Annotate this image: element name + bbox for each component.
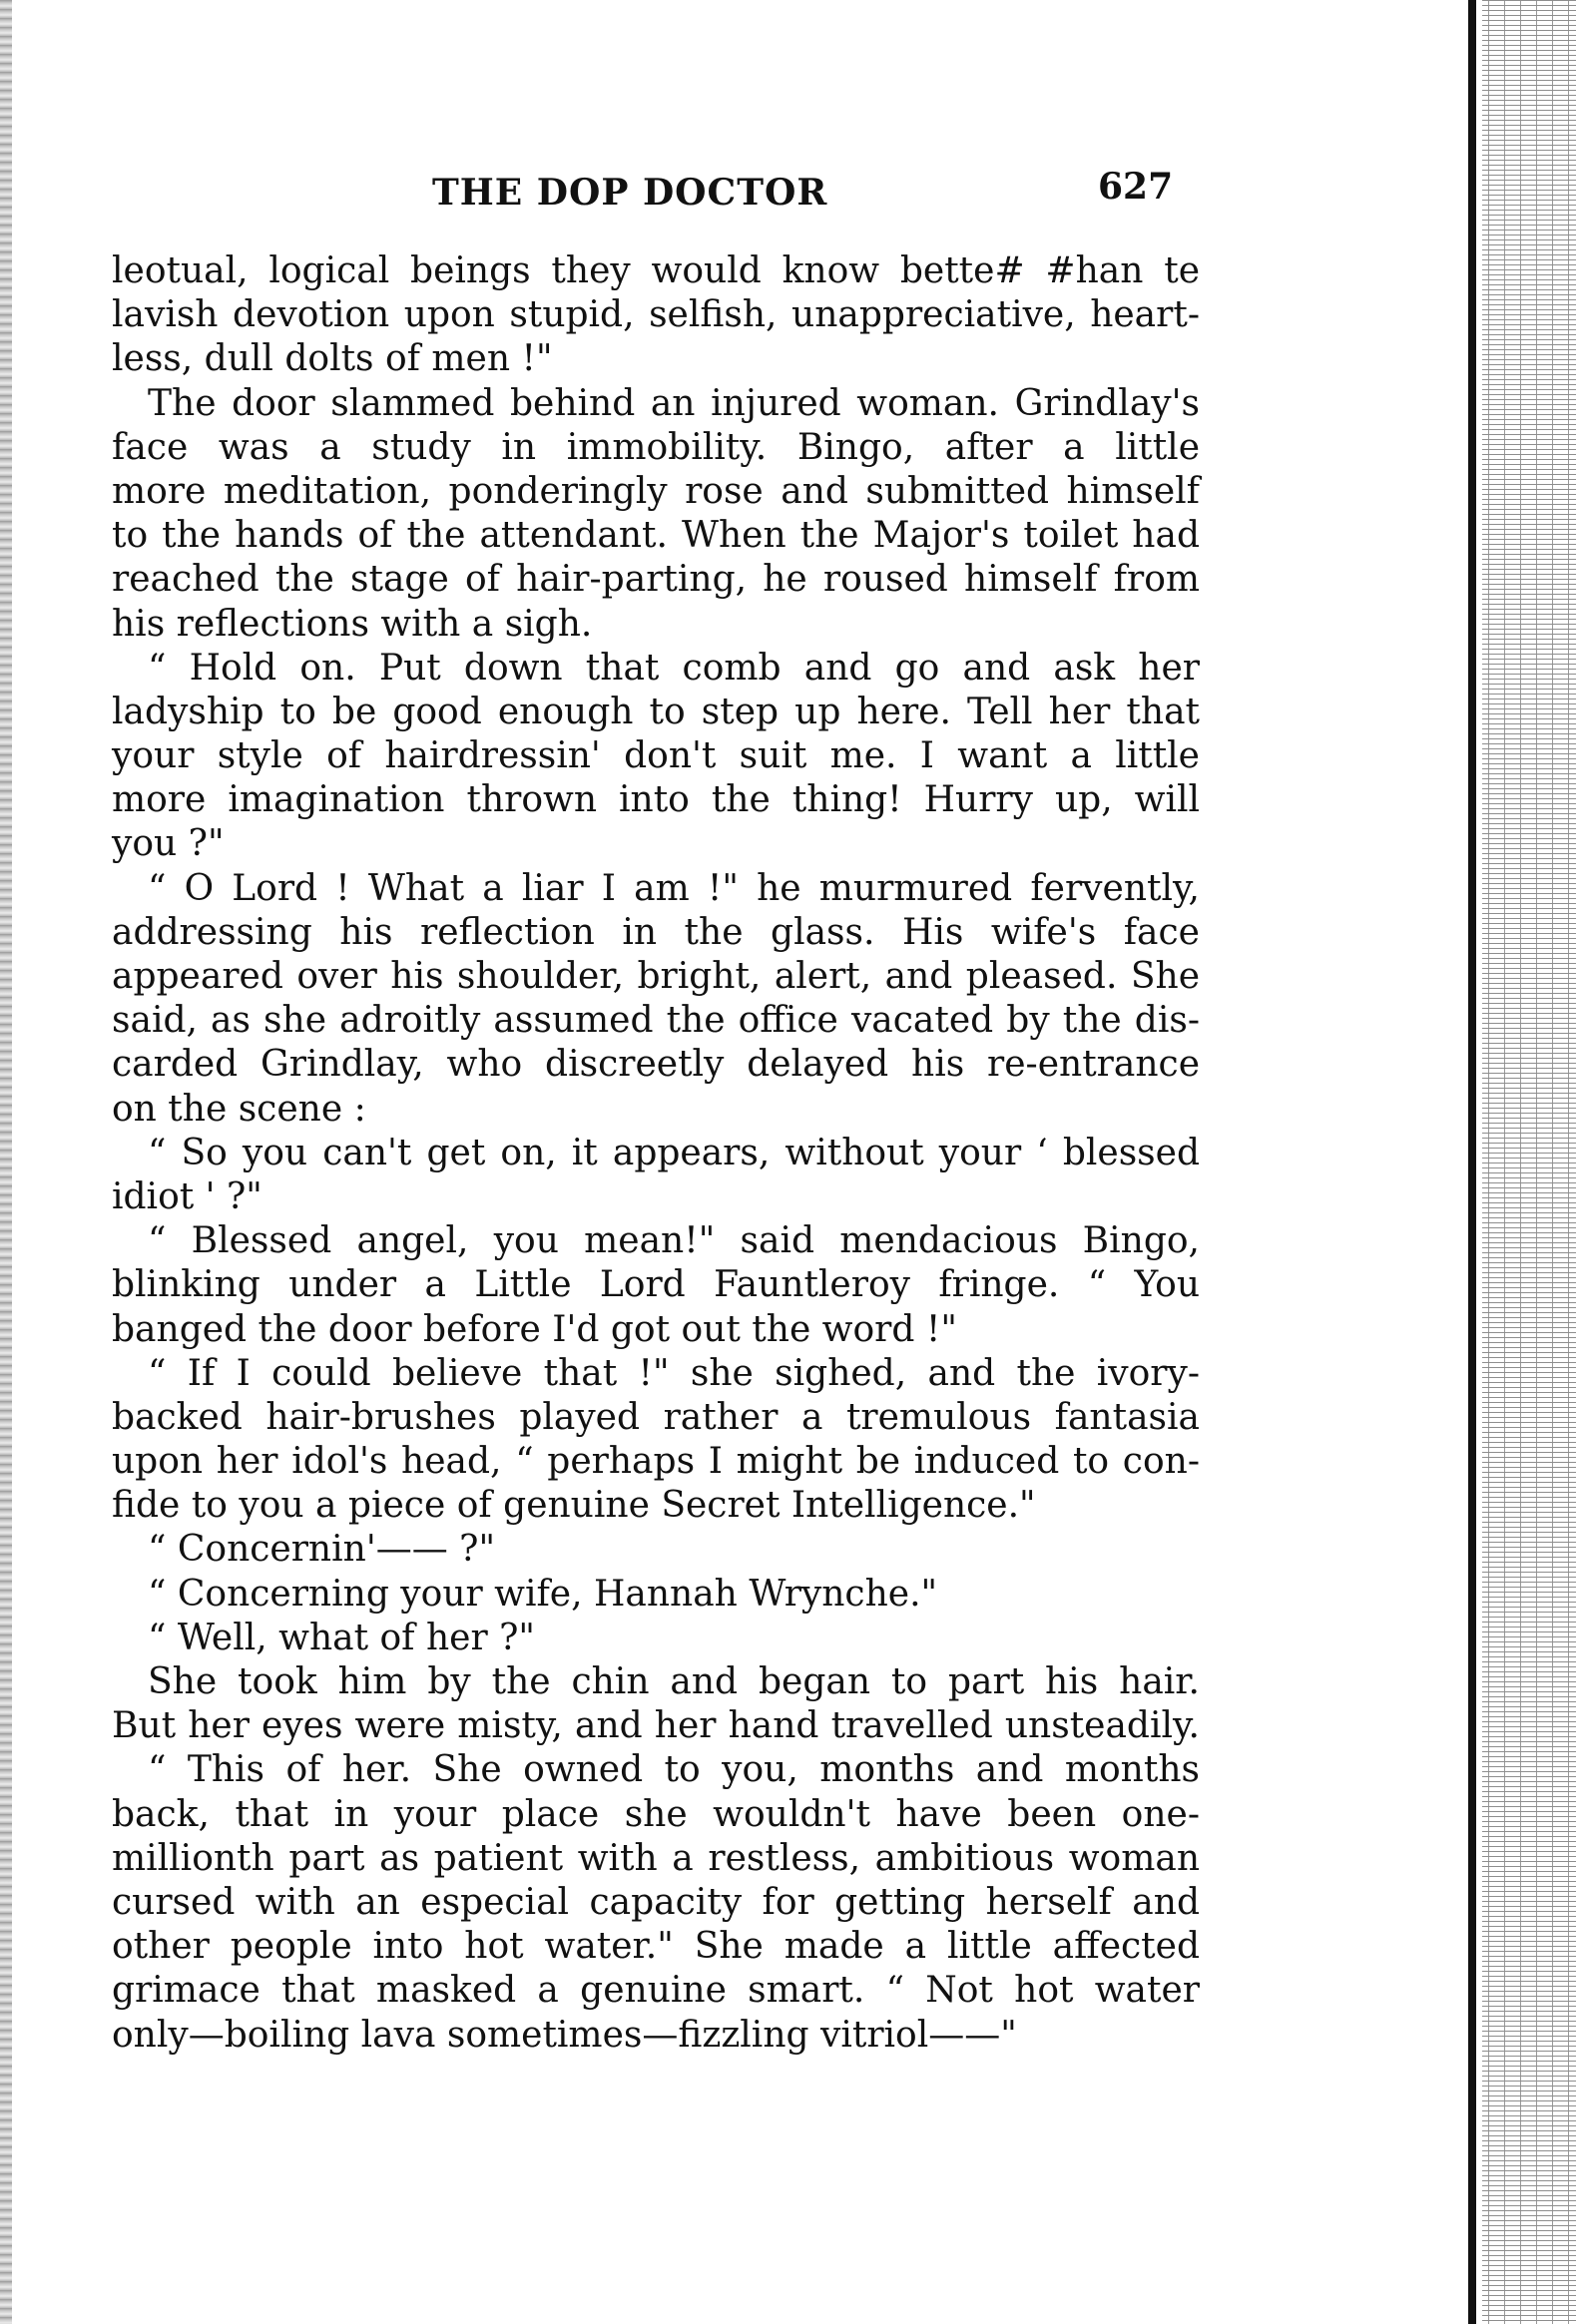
text-line: “ Concerning your wife, Hannah Wrynche." — [148, 1573, 938, 1615]
running-title: THE DOP DOCTOR — [432, 172, 828, 214]
text-line: his reflections with a sigh. — [112, 603, 593, 645]
text-line: backed hair-brushes played rather a tremulous fantasia — [112, 1396, 1200, 1438]
text-line: reached the stage of hair-parting, he roused himself from — [112, 559, 1200, 601]
text-line: “ Well, what of her ?" — [148, 1617, 535, 1658]
text-line: cursed with an especial capacity for getting herself and — [112, 1881, 1200, 1923]
text-line: idiot ' ?" — [112, 1175, 263, 1217]
text-line: “ Concernin'—— ?" — [148, 1529, 496, 1571]
text-line: “ Blessed angel, you mean!" said mendacious Bingo, — [148, 1220, 1200, 1262]
text-line: “ This of her. She owned to you, months and months — [148, 1749, 1200, 1791]
text-line: “ If I could believe that !" she sighed, and the ivory- — [148, 1352, 1200, 1394]
text-line: back, that in your place she wouldn't have been one- — [112, 1793, 1200, 1835]
text-line: only—boiling lava sometimes—fizzling vitriol——" — [112, 2014, 1017, 2056]
text-line: face was a study in immobility. Bingo, after a little — [112, 426, 1200, 468]
text-line: ladyship to be good enough to step up here. Tell her that — [112, 691, 1200, 732]
text-line: carded Grindlay, who discreetly delayed his re-entrance — [112, 1044, 1200, 1086]
text-line: upon her idol's head, “ perhaps I might be induced to con- — [112, 1441, 1200, 1483]
text-line: said, as she adroitly assumed the office vacated by the dis- — [112, 1000, 1200, 1042]
text-line: banged the door before I'd got out the word !" — [112, 1308, 957, 1350]
text-line: more imagination thrown into the thing! Hurry up, will — [112, 779, 1200, 821]
scan-binding-edge — [1468, 0, 1576, 2324]
text-line: fide to you a piece of genuine Secret Intelligence." — [112, 1485, 1036, 1527]
text-line: leotual, logical beings they would know bette# #han te — [112, 250, 1200, 291]
text-line: you ?" — [112, 823, 225, 865]
text-line: more meditation, ponderingly rose and submitted himself — [112, 470, 1200, 512]
text-line: “ So you can't get on, it appears, without your ‘ blessed — [148, 1132, 1200, 1173]
text-line: less, dull dolts of men !" — [112, 338, 553, 380]
text-line: to the hands of the attendant. When the Major's toilet had — [112, 515, 1200, 557]
text-line: blinking under a Little Lord Fauntleroy fringe. “ You — [112, 1264, 1200, 1306]
binding-texture — [1482, 0, 1576, 2324]
text-line: “ O Lord ! What a liar I am !" he murmured fervently, — [148, 867, 1200, 909]
text-line: addressing his reflection in the glass. His wife's face — [112, 911, 1200, 953]
text-line: She took him by the chin and began to part his hair. — [148, 1661, 1200, 1702]
text-line: lavish devotion upon stupid, selfish, unappreciative, heart- — [112, 294, 1200, 336]
text-line: appeared over his shoulder, bright, alert, and pleased. She — [112, 956, 1200, 997]
text-line: “ Hold on. Put down that comb and go and ask her — [148, 647, 1200, 689]
binding-shadow — [1468, 0, 1476, 2324]
text-line: The door slammed behind an injured woman. Grindlay's — [148, 382, 1200, 424]
text-line: millionth part as patient with a restless, ambitious woman — [112, 1837, 1200, 1879]
page-number: 627 — [1098, 166, 1174, 208]
text-line: But her eyes were misty, and her hand travelled unsteadily. — [112, 1705, 1200, 1747]
text-line: on the scene : — [112, 1088, 366, 1130]
scan-left-edge — [0, 0, 12, 2324]
text-line: grimace that masked a genuine smart. “ Not hot water — [112, 1970, 1200, 2012]
text-line: other people into hot water." She made a little affected — [112, 1926, 1200, 1968]
page-header — [110, 166, 1174, 228]
text-line: your style of hairdressin' don't suit me. I want a little — [112, 735, 1200, 777]
body-text — [112, 249, 1200, 2058]
